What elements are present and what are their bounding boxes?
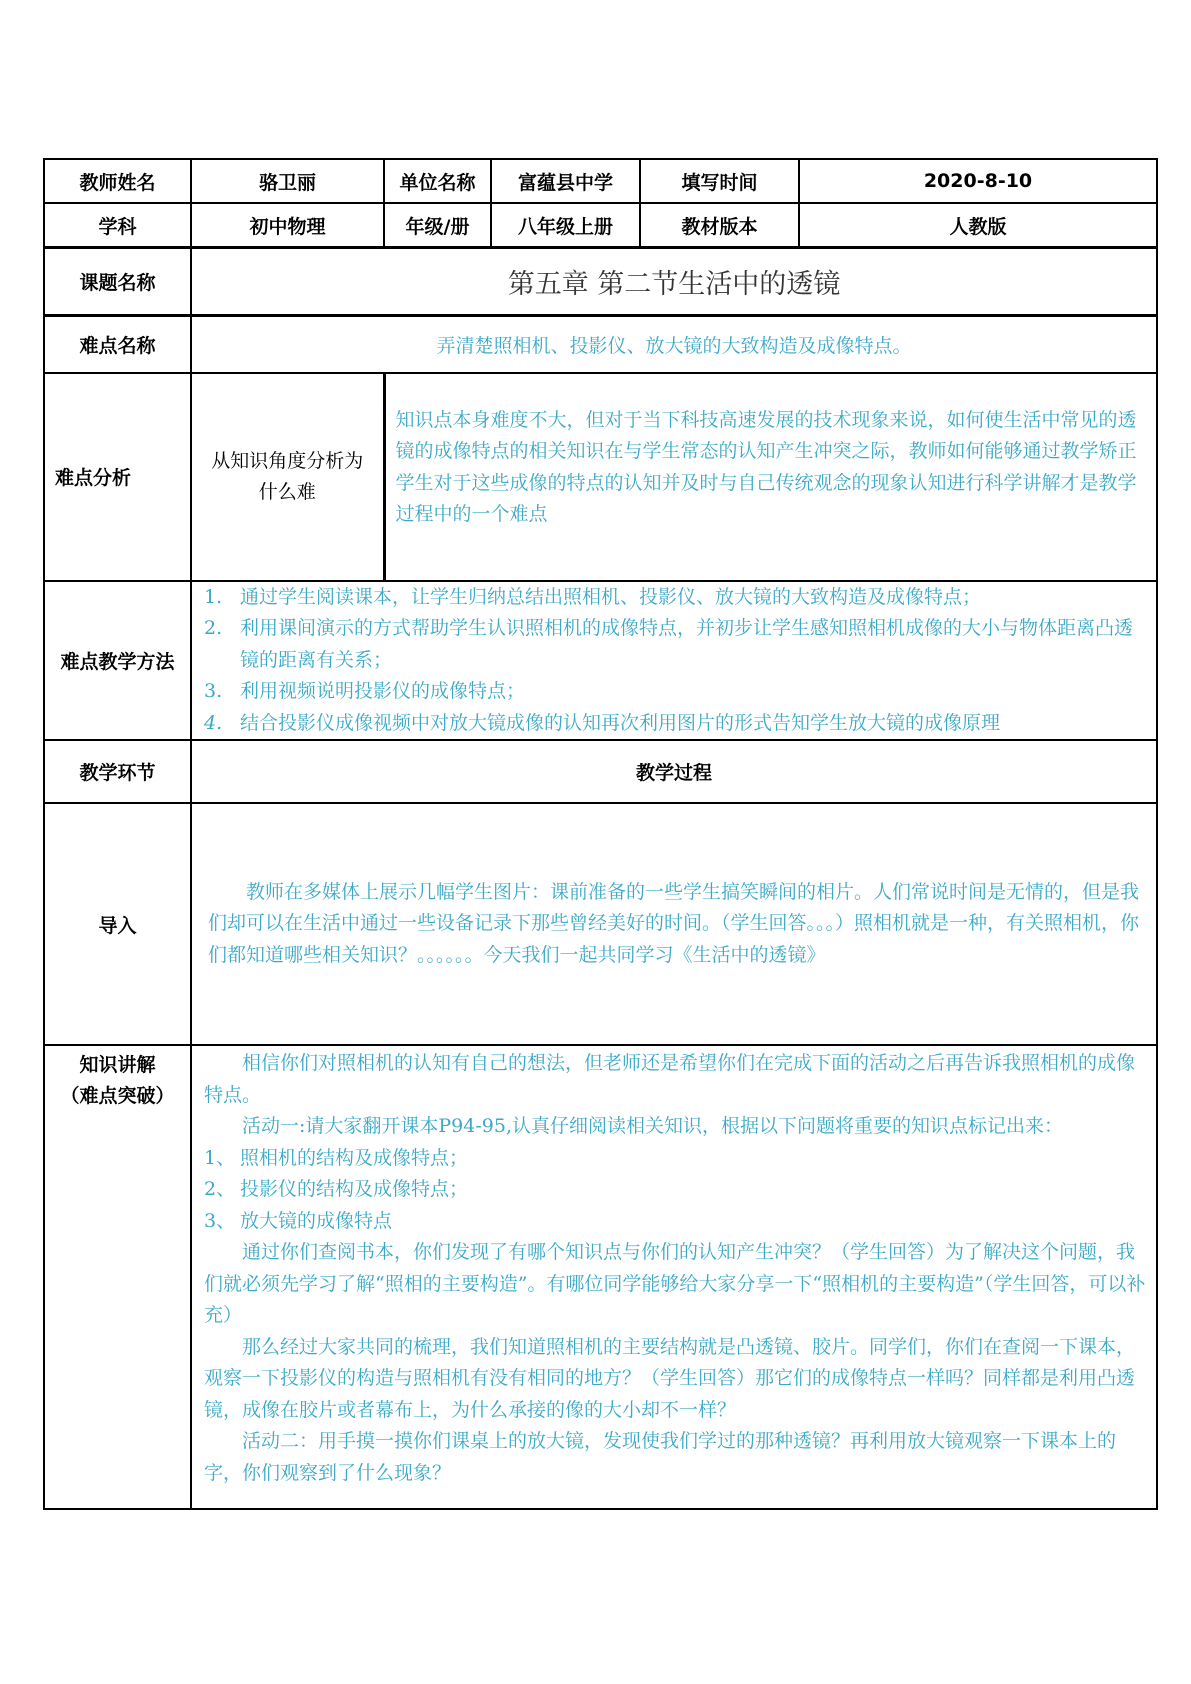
knowledge-p4: 那么经过大家共同的梳理，我们知道照相机的主要结构就是凸透镜、胶片。同学们，你们在查阅一下课本，观察一下投影仪的构造与照相机有没有相同的地方？（学生回答）那它们的成像特点一样吗？同样都是利用凸透镜，成像在胶片或者幕布上，为什么承接的像的大小却不一样？: [204, 1335, 1136, 1421]
knowledge-list-text: 照相机的结构及成像特点；: [240, 1146, 469, 1169]
time-label: 填写时间: [640, 159, 799, 203]
knowledge-p1: 相信你们对照相机的认知有自己的想法，但老师还是希望你们在完成下面的活动之后再告诉我照相机的成像特点。: [204, 1052, 1136, 1106]
analysis-sub-label: 从知识角度分析为什么难: [191, 373, 384, 581]
grade-label: 年级/册: [384, 203, 491, 248]
difficulty-row: [44, 316, 1157, 373]
teacher-label: 教师姓名: [44, 159, 191, 203]
knowledge-cell: [191, 1045, 1157, 1509]
difficulty-value: 弄清楚照相机、投影仪、放大镜的大致构造及成像特点。: [191, 316, 1157, 373]
methods-row: [44, 581, 1157, 741]
intro-cell: [191, 803, 1157, 1045]
process-header-row: [44, 740, 1157, 803]
knowledge-p5: 活动二：用手摸一摸你们课桌上的放大镜，发现使我们学过的那种透镜？再利用放大镜观察一下课本上的字，你们观察到了什么现象？: [204, 1430, 1117, 1484]
knowledge-sub-label: （难点突破）: [60, 1085, 175, 1107]
edition-label: 教材版本: [640, 203, 799, 248]
methods-label: 难点教学方法: [44, 581, 191, 741]
knowledge-list-num: 1、: [204, 1146, 236, 1169]
process-value: 教学过程: [191, 740, 1157, 803]
unit-label: 单位名称: [384, 159, 491, 203]
method-text: 结合投影仪成像视频中对放大镜成像的认知再次利用图片的形式告知学生放大镜的成像原理: [240, 711, 1001, 734]
method-item: [204, 676, 1146, 708]
method-text: 利用视频说明投影仪的成像特点；: [240, 680, 526, 702]
knowledge-row: [44, 1045, 1157, 1509]
method-item: [204, 708, 1146, 740]
topic-label: 课题名称: [44, 248, 191, 316]
difficulty-label: 难点名称: [44, 316, 191, 373]
lesson-plan-table: [43, 158, 1158, 1510]
unit-value: 富蕴县中学: [491, 159, 640, 203]
subject-value: 初中物理: [191, 203, 384, 248]
edition-value: 人教版: [799, 203, 1157, 248]
method-text: 通过学生阅读课本，让学生归纳总结出照相机、投影仪、放大镜的大致构造及成像特点；: [240, 585, 982, 608]
knowledge-list-item: [204, 1206, 1146, 1238]
knowledge-list-text: 投影仪的结构及成像特点；: [240, 1178, 469, 1200]
time-value: 2020-8-10: [799, 159, 1157, 203]
topic-title: 第五章 第二节生活中的透镜: [191, 248, 1157, 316]
header-row-2: [44, 203, 1157, 248]
process-label: 教学环节: [44, 740, 191, 803]
knowledge-list-num: 3、: [204, 1209, 236, 1232]
method-num: 3.: [204, 680, 223, 702]
method-item: [204, 582, 1146, 614]
grade-value: 八年级上册: [491, 203, 640, 248]
method-item: [204, 613, 1146, 676]
knowledge-list-item: [204, 1174, 1146, 1206]
method-num: 1.: [204, 585, 223, 608]
method-num: 4.: [204, 711, 223, 734]
lesson-plan-sheet: [43, 158, 1156, 1510]
topic-row: [44, 248, 1157, 316]
teacher-value: 骆卫丽: [191, 159, 384, 203]
methods-list: [191, 581, 1157, 741]
knowledge-p3: 通过你们查阅书本，你们发现了有哪个知识点与你们的认知产生冲突？（学生回答）为了解决这个问题，我们就必须先学习了解“照相的主要构造”。有哪位同学能够给大家分享一下“照相机的主要构造”（学生回答，可以补充）: [204, 1241, 1146, 1326]
intro-row: [44, 803, 1157, 1045]
knowledge-list-num: 2、: [204, 1178, 236, 1200]
analysis-text-cell: [384, 373, 1157, 581]
subject-label: 学科: [44, 203, 191, 248]
knowledge-list-item: [204, 1143, 1146, 1175]
intro-label: 导入: [44, 803, 191, 1045]
intro-text: 教师在多媒体上展示几幅学生图片：课前准备的一些学生搞笑瞬间的相片。人们常说时间是无情的，但是我们却可以在生活中通过一些设备记录下那些曾经美好的时间。（学生回答。。。）照相机就是一种，有关照相机，你们都知道哪些相关知识？。。。。。。今天我们一起共同学习《生活中的透镜》: [208, 880, 1140, 966]
analysis-text: 知识点本身难度不大，但对于当下科技高速发展的技术现象来说，如何使生活中常见的透镜的成像特点的相关知识在与学生常态的认知产生冲突之际，教师如何能够通过教学矫正学生对于这些成像的特点的认知并及时与自己传统观念的现象认知进行科学讲解才是教学过程中的一个难点: [395, 408, 1137, 525]
method-num: 2.: [204, 617, 223, 639]
analysis-row: [44, 373, 1157, 581]
knowledge-label-cell: [44, 1045, 191, 1509]
knowledge-label: 知识讲解: [79, 1054, 156, 1076]
knowledge-p2: 活动一:请大家翻开课本P94-95,认真仔细阅读相关知识，根据以下问题将重要的知识点标记出来：: [242, 1115, 1064, 1137]
method-text: 利用课间演示的方式帮助学生认识照相机的成像特点，并初步让学生感知照相机成像的大小与物体距离凸透镜的距离有关系；: [240, 617, 1134, 671]
knowledge-list-text: 放大镜的成像特点: [240, 1209, 393, 1232]
header-row-1: [44, 159, 1157, 203]
analysis-label: 难点分析: [44, 373, 191, 581]
